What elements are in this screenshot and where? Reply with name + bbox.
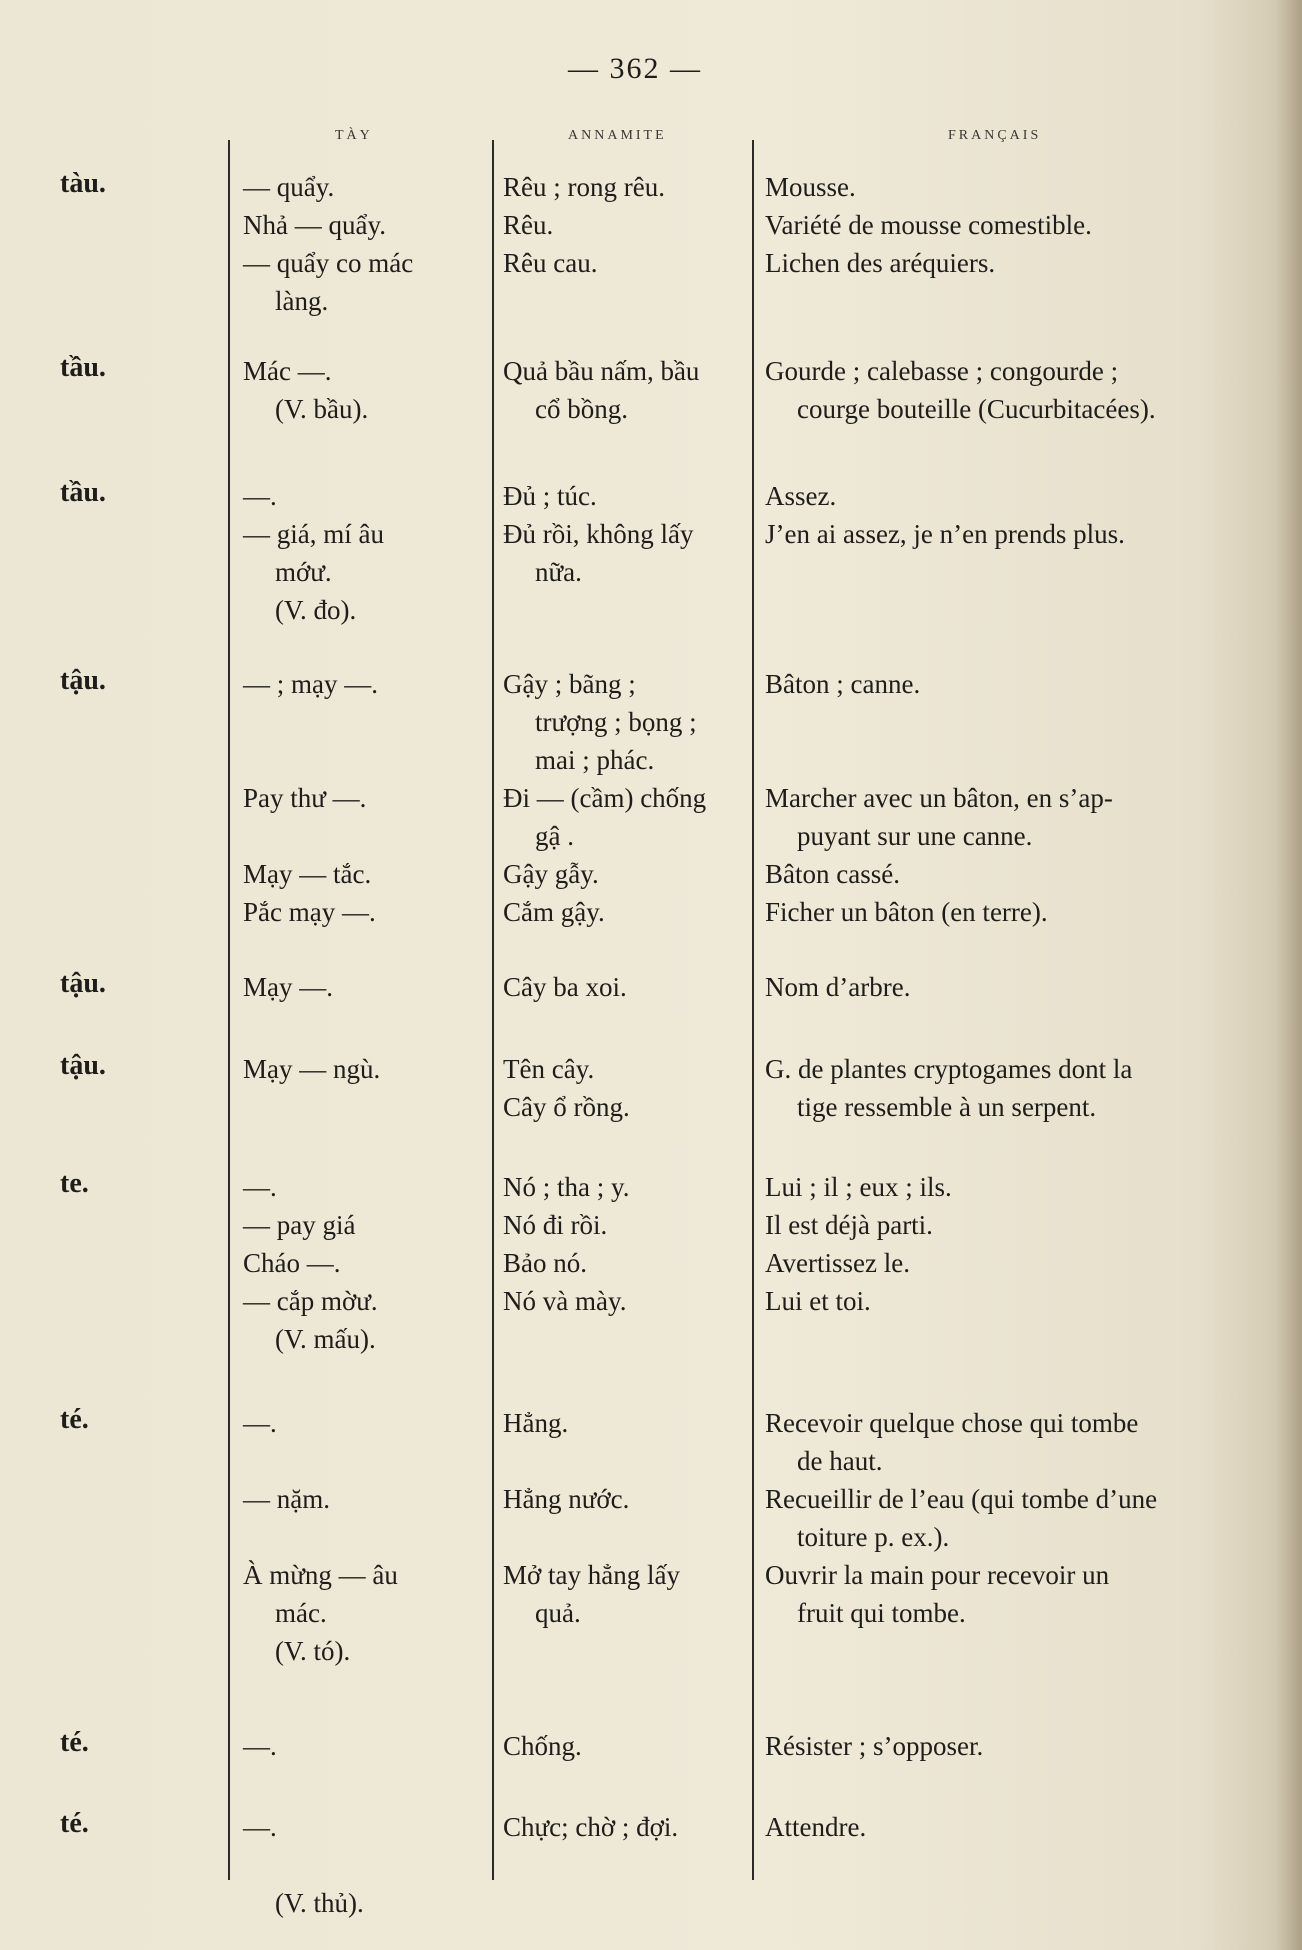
entry-francais-line: Lui et toi. xyxy=(765,1286,871,1316)
entry-francais-line: courge bouteille (Cucurbitacées). xyxy=(797,394,1156,424)
entry-annamite-column xyxy=(503,477,753,591)
entry-annamite-line: Rêu ; rong rêu. xyxy=(503,172,665,202)
entry-annamite-line: quả. xyxy=(535,1598,581,1628)
entry-tay-line: — cắp mờư. xyxy=(243,1286,378,1316)
entry-annamite-column xyxy=(503,1808,753,1846)
entry-headword: tậu. xyxy=(60,665,106,696)
entry-annamite-line: Cắm gậy. xyxy=(503,897,605,927)
entry-francais-line: Attendre. xyxy=(765,1812,867,1842)
entry-annamite-line: Đủ ; túc. xyxy=(503,481,597,511)
entry-annamite-column xyxy=(503,1404,753,1632)
entry-francais-column xyxy=(765,1808,1245,1846)
entry-annamite-line: Nó ; tha ; y. xyxy=(503,1172,630,1202)
entry-annamite-line: Mở tay hẳng lấy xyxy=(503,1560,680,1590)
entry-tay-line: —. xyxy=(243,1172,277,1202)
entry-annamite-column xyxy=(503,1168,753,1320)
entry-tay-line: Mạy — tắc. xyxy=(243,859,372,889)
entry-francais-line: Bâton ; canne. xyxy=(765,669,921,699)
entry-annamite-line xyxy=(503,1442,753,1480)
entry-annamite-line: Cây ổ rồng. xyxy=(503,1092,630,1122)
entry-annamite-line: Chực; chờ ; đợi. xyxy=(503,1812,679,1842)
entry-headword: té. xyxy=(60,1727,89,1758)
entry-tay-column xyxy=(243,1727,488,1765)
entry-tay-column xyxy=(243,1404,488,1670)
entry-tay-column xyxy=(243,1168,488,1358)
entry-francais-line: Ouvrir la main pour recevoir un xyxy=(765,1560,1110,1590)
entry-tay-line: —. xyxy=(243,481,277,511)
entry-headword: tầu. xyxy=(60,352,106,383)
entry-tay-column xyxy=(243,665,488,931)
entry-francais-line: Gourde ; calebasse ; congourde ; xyxy=(765,356,1119,386)
entry-tay-line: (V. tó). xyxy=(275,1636,351,1666)
entry-tay-line xyxy=(243,741,488,779)
entry-francais-line xyxy=(765,703,1245,741)
entry-annamite-line: Chống. xyxy=(503,1731,582,1761)
entry-annamite-line: Gậy gẫy. xyxy=(503,859,599,889)
entry-francais-line: toiture p. ex.). xyxy=(797,1522,950,1552)
entry-tay-line: — ; mạy —. xyxy=(243,669,378,699)
entry-tay-line: làng. xyxy=(275,286,329,316)
entry-francais-line: Résister ; s’opposer. xyxy=(765,1731,984,1761)
entry-annamite-line: gậ . xyxy=(535,821,574,851)
entry-tay-line: Pay thư —. xyxy=(243,783,367,813)
entry-tay-line xyxy=(243,1442,488,1480)
entry-tay-column xyxy=(243,1808,488,1922)
entry-francais-line: Nom d’arbre. xyxy=(765,972,911,1002)
entry-annamite-column xyxy=(503,352,753,428)
entry-annamite-line: trượng ; bọng ; xyxy=(535,707,697,737)
entry-tay-line: Mạy — ngù. xyxy=(243,1054,381,1084)
entry-francais-line: de haut. xyxy=(797,1446,883,1476)
entry-tay-line: — quẩy co mác xyxy=(243,248,414,278)
entry-annamite-column xyxy=(503,1727,753,1765)
entry-tay-line: Cháo —. xyxy=(243,1248,341,1278)
entry-annamite-line: Gậy ; bãng ; xyxy=(503,669,636,699)
entry-tay-line: (V. đo). xyxy=(275,595,357,625)
entry-francais-line: puyant sur une canne. xyxy=(797,821,1033,851)
entry-tay-line: Nhả — quẩy. xyxy=(243,210,386,240)
entry-tay-line: — pay giá xyxy=(243,1210,356,1240)
entry-annamite-line: mai ; phác. xyxy=(535,745,655,775)
column-header-francais: FRANÇAIS xyxy=(948,128,1042,143)
entry-headword: tậu. xyxy=(60,968,106,999)
entry-annamite-column xyxy=(503,1050,753,1126)
page-edge-shadow xyxy=(1276,0,1302,1950)
entry-tay-line xyxy=(243,1518,488,1556)
entry-tay-line xyxy=(243,817,488,855)
entry-tay-line: — quẩy. xyxy=(243,172,335,202)
entry-francais-line: Variété de mousse comestible. xyxy=(765,210,1092,240)
column-header-annamite: ANNAMITE xyxy=(568,128,667,143)
entry-francais-column xyxy=(765,1050,1245,1126)
entry-francais-line: Avertissez le. xyxy=(765,1248,910,1278)
entry-annamite-line: Quả bầu nấm, bầu xyxy=(503,356,700,386)
entry-francais-column xyxy=(765,352,1245,428)
entry-tay-column xyxy=(243,168,488,320)
entry-francais-column xyxy=(765,1404,1245,1632)
entry-francais-line: tige ressemble à un serpent. xyxy=(797,1092,1097,1122)
entry-annamite-line: Hẳng nước. xyxy=(503,1484,630,1514)
entry-tay-line: (V. bầu). xyxy=(275,394,369,424)
entry-tay-line: —. xyxy=(243,1812,277,1842)
entry-tay-line: mác. xyxy=(275,1598,327,1628)
entry-tay-column xyxy=(243,1050,488,1088)
entry-francais-line: Mousse. xyxy=(765,172,856,202)
entry-francais-column xyxy=(765,477,1245,553)
entry-annamite-column xyxy=(503,665,753,931)
entry-francais-line: Bâton cassé. xyxy=(765,859,900,889)
entry-francais-line: Lichen des aréquiers. xyxy=(765,248,996,278)
entry-francais-line: Assez. xyxy=(765,481,837,511)
entry-francais-line: G. de plantes cryptogames dont la xyxy=(765,1054,1133,1084)
entry-francais-column xyxy=(765,665,1245,931)
entry-francais-column xyxy=(765,1727,1245,1765)
entry-francais-line: J’en ai assez, je n’en prends plus. xyxy=(765,519,1125,549)
entry-headword: té. xyxy=(60,1808,89,1839)
entry-headword: tậu. xyxy=(60,1050,106,1081)
entry-tay-line: —. xyxy=(243,1408,277,1438)
entry-annamite-column xyxy=(503,968,753,1006)
entry-francais-line: Recevoir quelque chose qui tombe xyxy=(765,1408,1139,1438)
column-divider-2 xyxy=(492,140,494,1880)
entry-francais-column xyxy=(765,968,1245,1006)
entry-headword: tàu. xyxy=(60,168,106,199)
entry-francais-line: fruit qui tombe. xyxy=(797,1598,966,1628)
entry-tay-column xyxy=(243,352,488,428)
entry-tay-line: — giá, mí âu xyxy=(243,519,384,549)
entry-tay-line: Mạy —. xyxy=(243,972,333,1002)
entry-annamite-line: Bảo nó. xyxy=(503,1248,587,1278)
entry-annamite-line: Cây ba xoi. xyxy=(503,972,627,1002)
entry-tay-column xyxy=(243,968,488,1006)
entry-annamite-line: Hẳng. xyxy=(503,1408,569,1438)
column-header-tay: TÀY xyxy=(335,128,373,143)
entry-francais-line: Ficher un bâton (en terre). xyxy=(765,897,1048,927)
entry-francais-line: Recueillir de l’eau (qui tombe d’une xyxy=(765,1484,1158,1514)
entry-tay-line: (V. mấu). xyxy=(275,1324,376,1354)
entry-headword: té. xyxy=(60,1404,89,1435)
entry-francais-line: Lui ; il ; eux ; ils. xyxy=(765,1172,952,1202)
entry-tay-line: À mừng — âu xyxy=(243,1560,398,1590)
entry-annamite-line: Tên cây. xyxy=(503,1054,595,1084)
entry-annamite-line: nữa. xyxy=(535,557,582,587)
entry-francais-column xyxy=(765,168,1245,282)
entry-francais-column xyxy=(765,1168,1245,1320)
entry-annamite-line: Nó và mày. xyxy=(503,1286,627,1316)
entry-tay-line xyxy=(243,703,488,741)
entry-annamite-line: Rêu. xyxy=(503,210,554,240)
entry-francais-line: Marcher avec un bâton, en s’ap- xyxy=(765,783,1113,813)
entry-tay-line: mớư. xyxy=(275,557,332,587)
entry-annamite-line xyxy=(503,1518,753,1556)
entry-headword: te. xyxy=(60,1168,89,1199)
entry-annamite-column xyxy=(503,168,753,282)
entry-tay-line: Pắc mạy —. xyxy=(243,897,376,927)
entry-headword: tầu. xyxy=(60,477,106,508)
entry-tay-line: Mác —. xyxy=(243,356,332,386)
entry-annamite-line: Rêu cau. xyxy=(503,248,598,278)
page-number: — 362 — xyxy=(568,52,702,85)
entry-tay-column xyxy=(243,477,488,629)
entry-annamite-line: Nó đi rồi. xyxy=(503,1210,608,1240)
entry-annamite-line: cổ bồng. xyxy=(535,394,628,424)
entry-francais-line: Il est déjà parti. xyxy=(765,1210,933,1240)
entry-tay-line: (V. thủ). xyxy=(275,1888,364,1918)
entry-francais-line xyxy=(765,741,1245,779)
entry-tay-line xyxy=(243,1846,488,1884)
entry-tay-line: — nặm. xyxy=(243,1484,330,1514)
column-divider-1 xyxy=(228,140,230,1880)
entry-annamite-line: Đi — (cầm) chống xyxy=(503,783,707,813)
entry-tay-line: —. xyxy=(243,1731,277,1761)
entry-annamite-line: Đủ rồi, không lấy xyxy=(503,519,694,549)
